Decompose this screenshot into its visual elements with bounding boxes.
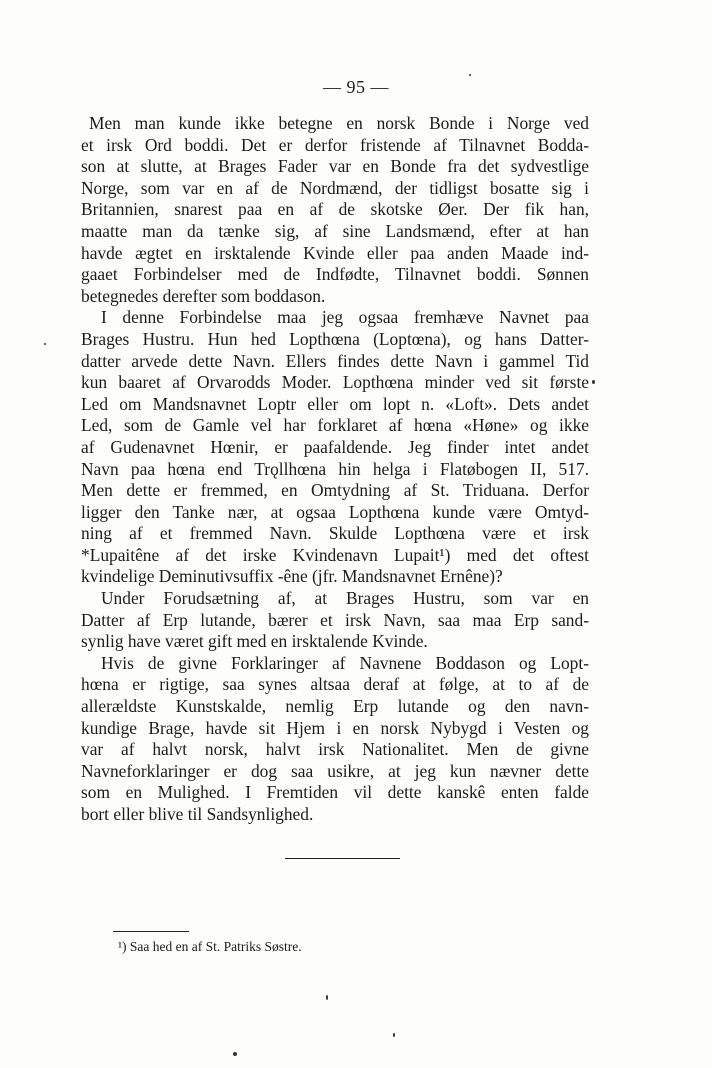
text-line: Men dette er fremmed, en Omtydning af St. Triduana. Derfor (81, 480, 589, 501)
text-line: Under Forudsætning af, at Brages Hustru, som var en (101, 588, 589, 609)
text-line: Hvis de givne Forklaringer af Navnene Boddason og Lopt- (101, 652, 589, 673)
text-line: *Lupaitêne af det irske Kvindenavn Lupait¹) med det oftest (81, 544, 589, 565)
text-line: hœna er rigtige, saa synes altsaa deraf at følge, at to af de (81, 674, 589, 695)
text-line: datter arvede dette Navn. Ellers findes dette Navn i gammel Tid (81, 350, 589, 371)
text-line: kundige Brage, havde sit Hjem i en norsk Nybygd i Vesten og (81, 717, 589, 738)
text-line: havde ægtet en irsktalende Kvinde eller paa anden Maade ind- (81, 242, 589, 263)
text-line: I denne Forbindelse maa jeg ogsaa fremhæve Navnet paa (101, 307, 589, 328)
text-line: Navn paa hœna end Trǫllhœna hin helga i Flatøbogen II, 517. (81, 458, 589, 479)
scan-speck (393, 1033, 395, 1037)
scan-speck (469, 74, 471, 76)
text-line: son at slutte, at Brages Fader var en Bonde fra det sydvestlige (81, 156, 589, 177)
body-text (81, 113, 589, 826)
text-line: som en Mulighed. I Fremtiden vil dette kanskê enten falde (81, 782, 589, 803)
text-line: synlig have været gift med en irsktalende Kvinde. (81, 631, 428, 652)
text-line: Brages Hustru. Hun hed Lopthœna (Loptœna), og hans Datter- (81, 328, 589, 349)
text-line: kvindelige Deminutivsuffix -êne (jfr. Mandsnavnet Ernêne)? (81, 566, 503, 587)
text-line: var af halvt norsk, halvt irsk Nationalitet. Men de givne (81, 739, 589, 760)
text-line: allerældste Kunstskalde, nemlig Erp lutande og den navn- (81, 696, 589, 717)
footnote: ¹) Saa hed en af St. Patriks Søstre. (118, 939, 302, 954)
text-line: betegnedes derefter som boddason. (81, 285, 326, 306)
text-line: Norge, som var en af de Nordmænd, der tidligst bosatte sig i (81, 177, 589, 198)
text-line: gaaet Forbindelser med de Indfødte, Tilnavnet boddi. Sønnen (81, 264, 589, 285)
text-line: af Gudenavnet Hœnir, er paafaldende. Jeg finder intet andet (81, 436, 589, 457)
text-line: ligger den Tanke nær, at ogsaa Lopthœna kunde være Omtyd- (81, 501, 589, 522)
section-divider (285, 858, 400, 859)
text-line: Led, som de Gamle vel har forklaret af hœna «Høne» og ikke (81, 415, 589, 436)
text-line: maatte man da tænke sig, af sine Landsmænd, efter at han (81, 220, 589, 241)
scan-speck (592, 380, 595, 384)
text-line: Men man kunde ikke betegne en norsk Bonde i Norge ved (89, 113, 589, 133)
text-line: Britannien, snarest paa en af de skotske Øer. Der fik han, (81, 199, 589, 220)
scan-speck (233, 1052, 237, 1056)
footnote-rule (113, 931, 189, 932)
text-line: bort eller blive til Sandsynlighed. (81, 804, 314, 824)
text-line: ning af et fremmed Navn. Skulde Lopthœna være et irsk (81, 523, 589, 544)
text-line: et irsk Ord boddi. Det er derfor fristende af Tilnavnet Bodda- (81, 134, 589, 155)
scan-speck (44, 343, 46, 345)
text-line: kun baaret af Orvarodds Moder. Lopthœna minder ved sit første (81, 372, 589, 393)
scan-speck (326, 995, 328, 1000)
text-line: Navneforklaringer er dog saa usikre, at jeg kun nævner dette (81, 760, 589, 781)
text-line: Led om Mandsnavnet Loptr eller om lopt n. «Loft». Dets andet (81, 393, 589, 414)
page-number: — 95 — (323, 77, 389, 97)
text-line: Datter af Erp lutande, bærer et irsk Navn, saa maa Erp sand- (81, 609, 589, 630)
